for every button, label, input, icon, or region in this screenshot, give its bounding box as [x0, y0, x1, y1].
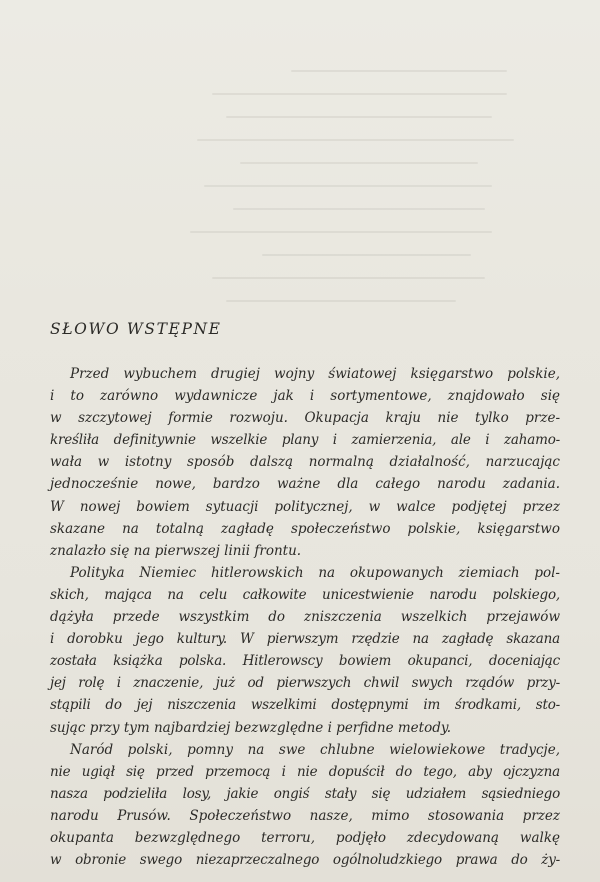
text-line: dążyła przede wszystkim do zniszczenia wszelkich przejawów — [50, 609, 560, 626]
text-line: i to zarówno wydawnicze jak i sortymentowe, znajdowało się — [50, 388, 560, 405]
text-line: w obronie swego niezaprzeczalnego ogólnoludzkiego prawa do ży- — [50, 852, 560, 869]
text-line: Naród polski, pomny na swe chlubne wielowiekowe tradycje, — [70, 741, 560, 758]
text-line: wała w istotny sposób dalszą normalną działalność, narzucając — [50, 454, 560, 471]
text-line: jej rolę i znaczenie, już od pierwszych chwil swych rządów przy- — [50, 675, 560, 692]
text-line: skich, mająca na celu całkowite unicestwienie narodu polskiego, — [50, 586, 560, 603]
text-line: sując przy tym najbardziej bezwzględne i perfidne metody. — [50, 719, 451, 736]
text-line: skazane na totalną zagładę społeczeństwo polskie, księgarstwo — [50, 520, 560, 537]
text-line: okupanta bezwzględnego terroru, podjęło zdecydowaną walkę — [50, 829, 560, 846]
text-line: jednocześnie nowe, bardzo ważne dla całego narodu zadania. — [50, 476, 560, 493]
text-line: znalazło się na pierwszej linii frontu. — [50, 542, 302, 559]
text-line: została książka polska. Hitlerowscy bowiem okupanci, doceniając — [50, 653, 560, 670]
text-line: stąpili do jej niszczenia wszelkimi dostępnymi im środkami, sto- — [50, 697, 560, 714]
text-line: w szczytowej formie rozwoju. Okupacja kraju nie tylko prze- — [50, 410, 560, 427]
text-line: kreśliła definitywnie wszelkie plany i zamierzenia, ale i zahamo- — [50, 432, 560, 449]
text-line: nasza podzieliła losy, jakie ongiś stały się udziałem sąsiedniego — [50, 785, 560, 802]
body-text — [50, 363, 560, 871]
text-line: Przed wybuchem drugiej wojny światowej księgarstwo polskie, — [70, 366, 560, 382]
show-through-text — [190, 70, 550, 330]
text-line: Polityka Niemiec hitlerowskich na okupowanych ziemiach pol- — [70, 564, 560, 581]
text-line: i dorobku jego kultury. W pierwszym rzędzie na zagładę skazana — [50, 631, 560, 648]
text-line: nie ugiął się przed przemocą i nie dopuścił do tego, aby ojczyzna — [50, 763, 560, 780]
text-line: W nowej bowiem sytuacji politycznej, w walce podjętej przez — [50, 498, 560, 515]
text-line: narodu Prusów. Społeczeństwo nasze, mimo stosowania przez — [50, 807, 560, 824]
section-heading: SŁOWO WSTĘPNE — [50, 320, 222, 338]
